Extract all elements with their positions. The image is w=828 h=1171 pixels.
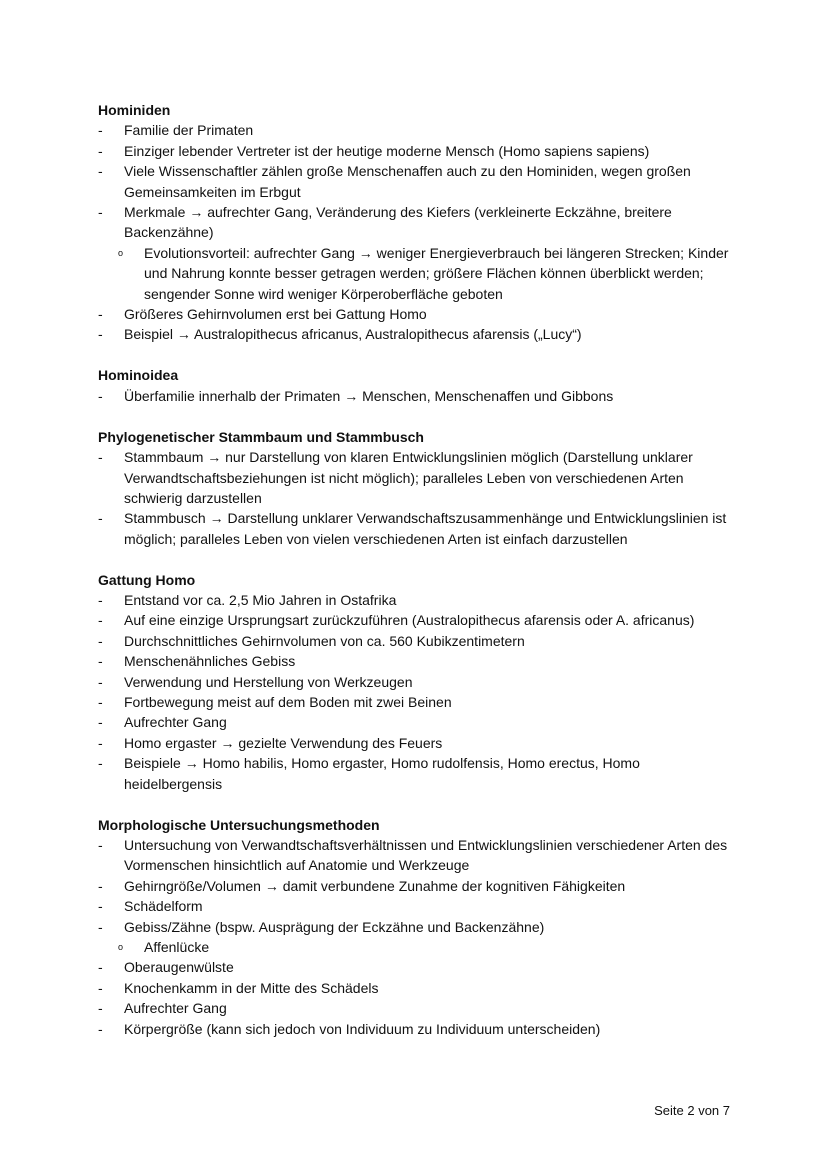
dash-bullet: - [98,714,103,731]
list-item [98,896,738,916]
list-item-text: Stammbaum → nur Darstellung von klaren Entwicklungslinien möglich (Darstellung unklarer Verwandtschaftsbeziehungen ist nicht möglich); paralleles Leben von verschiedenen Arten schwierig darzustellen [124,449,693,506]
list-item [98,1019,738,1039]
list-item [98,978,738,998]
list-item [98,917,738,937]
list-item-text: Aufrechter Gang [124,1000,227,1017]
section [98,100,738,345]
dash-bullet: - [98,1020,103,1037]
dash-bullet: - [98,449,103,466]
list-item-text: Aufrechter Gang [124,714,227,731]
section [98,815,738,1039]
section-heading: Hominoidea [98,367,179,384]
list-item [98,998,738,1018]
list-item [98,712,738,732]
list-item [98,161,738,202]
section [98,365,738,406]
list-item-text: Größeres Gehirnvolumen erst bei Gattung Homo [124,306,427,323]
dash-bullet: - [98,755,103,772]
circle-bullet-icon: o [118,247,124,258]
list-item-text: Familie der Primaten [124,122,254,139]
list-item [98,120,738,140]
section-heading: Morphologische Untersuchungsmethoden [98,816,380,833]
list-item-text: Überfamilie innerhalb der Primaten → Menschen, Menschenaffen und Gibbons [124,387,614,404]
sub-list-item [98,243,738,304]
list-item-text: Knochenkamm in der Mitte des Schädels [124,979,379,996]
list-item [98,386,738,406]
dash-bullet: - [98,612,103,629]
list-item [98,631,738,651]
list-item-text: Körpergröße (kann sich jedoch von Individuum zu Individuum unterscheiden) [124,1020,601,1037]
list-item-text: Gebiss/Zähne (bspw. Ausprägung der Eckzähne und Backenzähne) [124,918,545,935]
list-item-text: Oberaugenwülste [124,959,234,976]
list-item-text: Einziger lebender Vertreter ist der heutige moderne Mensch (Homo sapiens sapiens) [124,142,650,159]
list-item [98,141,738,161]
sub-list-item [98,937,738,957]
list-item [98,610,738,630]
list-item [98,304,738,324]
list-item-text: Merkmale → aufrechter Gang, Veränderung des Kiefers (verkleinerte Eckzähne, breitere Backenzähne) [124,204,672,241]
section-heading: Gattung Homo [98,571,196,588]
list-item-text: Gehirngröße/Volumen → damit verbundene Zunahme der kognitiven Fähigkeiten [124,877,626,894]
list-item [98,733,738,753]
dash-bullet: - [98,877,103,894]
list-item-text: Menschenähnliches Gebiss [124,653,296,670]
page-number: Seite 2 von 7 [654,1103,730,1118]
dash-bullet: - [98,653,103,670]
dash-bullet: - [98,898,103,915]
list-item [98,692,738,712]
list-item-text: Schädelform [124,898,203,915]
list-item [98,202,738,243]
dash-bullet: - [98,837,103,853]
section [98,570,738,794]
list-item [98,508,738,549]
dash-bullet: - [98,326,103,343]
section [98,427,738,549]
dash-bullet: - [98,918,103,935]
list-item [98,324,738,344]
list-item-text: Auf eine einzige Ursprungsart zurückzuführen (Australopithecus afarensis oder A. africanus) [124,612,695,629]
list-item-text: Verwendung und Herstellung von Werkzeugen [124,673,413,690]
dash-bullet: - [98,510,103,527]
list-item-text: Entstand vor ca. 2,5 Mio Jahren in Ostafrika [124,592,397,609]
dash-bullet: - [98,734,103,751]
list-item [98,651,738,671]
list-item-text: Beispiel → Australopithecus africanus, Australopithecus afarensis („Lucy“) [124,326,582,343]
dash-bullet: - [98,1000,103,1017]
dash-bullet: - [98,122,103,139]
list-item-text: Untersuchung von Verwandtschaftsverhältnissen und Entwicklungslinien verschiedener Arten des Vormenschen hinsichtlich auf Anatomie und Werkzeuge [124,837,728,874]
list-item-text: Stammbusch → Darstellung unklarer Verwandschaftszusammenhänge und Entwicklungslinien ist möglich; paralleles Leben von vielen verschiedenen Arten ist einfach darzustellen [124,510,727,547]
dash-bullet: - [98,979,103,996]
list-item [98,590,738,610]
list-item-text: Durchschnittliches Gehirnvolumen von ca. 560 Kubikzentimetern [124,632,525,649]
list-item-text: Beispiele → Homo habilis, Homo ergaster, Homo rudolfensis, Homo erectus, Homo heidelbergensis [124,755,640,792]
dash-bullet: - [98,592,103,609]
dash-bullet: - [98,673,103,690]
dash-bullet: - [98,306,103,323]
list-item-text: Fortbewegung meist auf dem Boden mit zwei Beinen [124,694,452,711]
section-heading: Phylogenetischer Stammbaum und Stammbusch [98,428,424,445]
document-page [98,100,738,1060]
circle-bullet-icon: o [118,942,124,953]
list-item-text: Homo ergaster → gezielte Verwendung des Feuers [124,734,443,751]
section-heading: Hominiden [98,102,171,118]
dash-bullet: - [98,632,103,649]
list-item [98,876,738,896]
list-item-text: Viele Wissenschaftler zählen große Menschenaffen auch zu den Hominiden, wegen großen Gemeinsamkeiten im Erbgut [124,163,691,200]
sub-list-item-text: Evolutionsvorteil: aufrechter Gang → weniger Energieverbrauch bei längeren Strecken; Kinder und Nahrung konnte besser getragen werden; größere Flächen können überblickt werden; sengender Sonne wird weniger Körperoberfläche geboten [144,244,729,302]
list-item [98,447,738,508]
dash-bullet: - [98,694,103,711]
dash-bullet: - [98,959,103,976]
dash-bullet: - [98,204,103,221]
list-item [98,672,738,692]
dash-bullet: - [98,387,103,404]
dash-bullet: - [98,163,103,180]
dash-bullet: - [98,142,103,159]
list-item [98,835,738,876]
list-item [98,957,738,977]
sub-list-item-text: Affenlücke [144,939,210,956]
list-item [98,753,738,794]
